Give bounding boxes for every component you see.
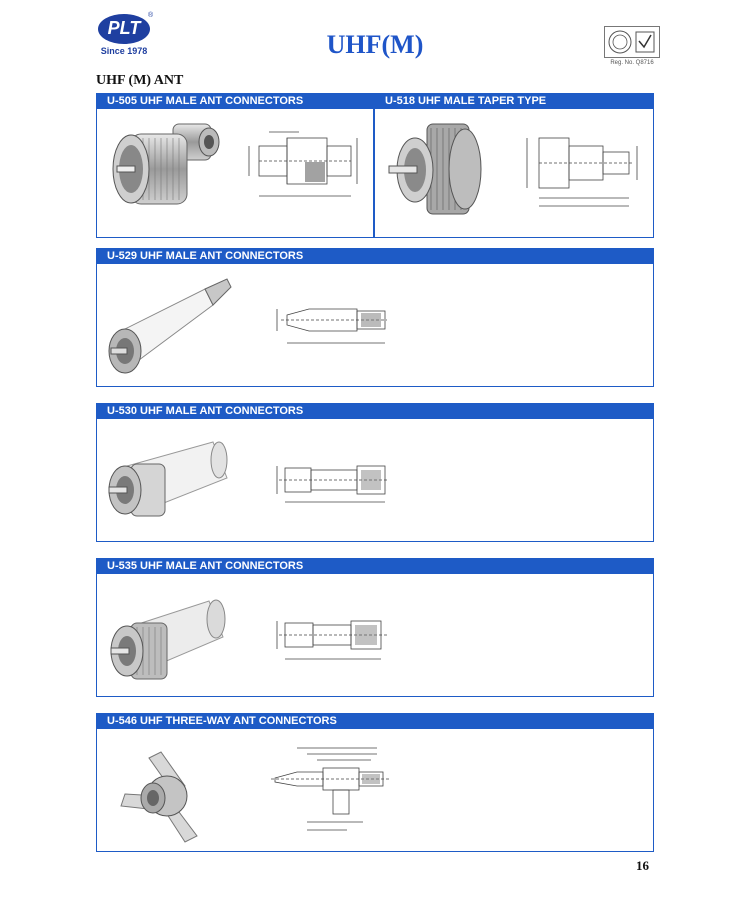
u529-technical-drawing xyxy=(273,301,393,353)
panel-title-bar: U-518 UHF MALE TAPER TYPE xyxy=(375,94,653,109)
product-panel-u546 xyxy=(96,713,654,852)
certification-mark xyxy=(604,22,660,66)
u529-connector-photo xyxy=(101,271,241,383)
cert-box xyxy=(604,26,660,58)
u530-technical-drawing xyxy=(273,462,395,510)
product-panel-u505 xyxy=(96,93,374,238)
product-panel-u518 xyxy=(374,93,654,238)
plt-logo xyxy=(94,12,154,60)
panel-title-bar: U-530 UHF MALE ANT CONNECTORS xyxy=(97,404,653,419)
panel-title-bar: U-529 UHF MALE ANT CONNECTORS xyxy=(97,249,653,264)
panel-title-bar: U-505 UHF MALE ANT CONNECTORS xyxy=(97,94,373,109)
logo-since: Since 1978 xyxy=(100,46,148,56)
product-panel-u535 xyxy=(96,558,654,697)
u530-connector-photo xyxy=(101,426,233,538)
panel-title-bar: U-535 UHF MALE ANT CONNECTORS xyxy=(97,559,653,574)
section-label: UHF (M) ANT xyxy=(96,73,184,88)
product-panel-u530 xyxy=(96,403,654,542)
page-number: 16 xyxy=(636,858,649,873)
logo-registered-mark: ® xyxy=(148,12,154,19)
u546-technical-drawing xyxy=(267,742,397,838)
logo-text: PLT xyxy=(107,18,141,38)
u546-connector-photo xyxy=(111,734,223,848)
u505-connector-photo xyxy=(103,116,233,228)
product-panel-u529 xyxy=(96,248,654,387)
u518-technical-drawing xyxy=(517,124,649,212)
cert-reg-number: Reg. No. Q8716 xyxy=(610,60,654,66)
u535-connector-photo xyxy=(101,581,233,693)
u535-technical-drawing xyxy=(273,615,393,667)
page-title: UHF(M) xyxy=(326,30,424,59)
panel-title-bar: U-546 UHF THREE-WAY ANT CONNECTORS xyxy=(97,714,653,729)
u505-technical-drawing xyxy=(239,128,369,212)
u518-connector-photo xyxy=(385,114,497,228)
iso-seal-icon xyxy=(605,27,659,57)
